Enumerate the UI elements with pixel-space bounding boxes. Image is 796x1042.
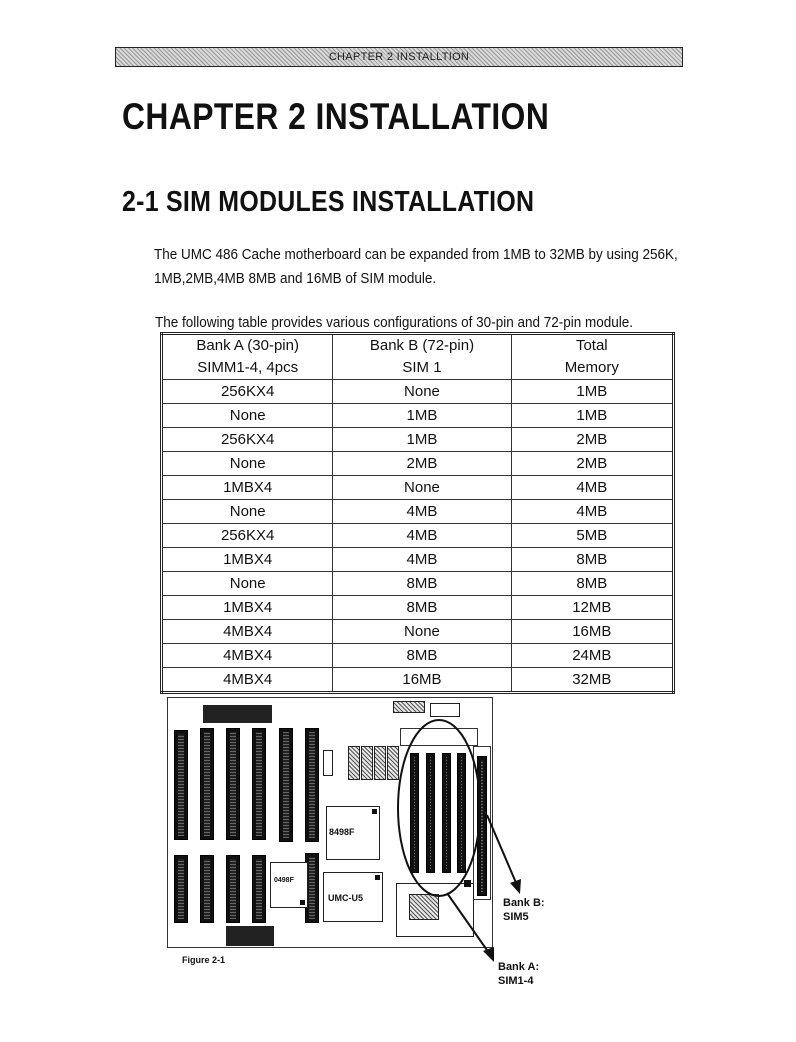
- cell-bank-b: 1MB: [333, 428, 511, 452]
- cell-total: 16MB: [511, 620, 673, 644]
- cell-total: 4MB: [511, 476, 673, 500]
- cell-bank-a: 1MBX4: [162, 476, 333, 500]
- chapter-title: CHAPTER 2 INSTALLATION: [122, 96, 550, 137]
- cell-bank-a: 256KX4: [162, 428, 333, 452]
- cell-total: 2MB: [511, 452, 673, 476]
- bank-a-arrow-line: [447, 893, 489, 953]
- cell-bank-b: None: [333, 380, 511, 404]
- chip-8498f-label: 8498F: [329, 827, 355, 837]
- cell-bank-a: None: [162, 452, 333, 476]
- bank-a-arrowhead: [483, 947, 494, 962]
- cell-bank-b: 4MB: [333, 500, 511, 524]
- cell-bank-b: 16MB: [333, 668, 511, 693]
- cell-total: 12MB: [511, 596, 673, 620]
- cell-bank-b: None: [333, 620, 511, 644]
- intro-paragraph: The UMC 486 Cache motherboard can be expanded from 1MB to 32MB by using 256K, 1MB,2MB,4MB 8MB and 16MB of SIM module.: [154, 246, 678, 287]
- figure-caption: Figure 2-1: [182, 955, 226, 965]
- cell-total: 4MB: [511, 500, 673, 524]
- bank-b-label: Bank B: SIM5: [503, 897, 545, 923]
- cell-total: 2MB: [511, 428, 673, 452]
- cell-bank-a: 1MBX4: [162, 596, 333, 620]
- bank-b-arrowhead: [510, 879, 521, 894]
- cell-bank-a: 256KX4: [162, 524, 333, 548]
- cell-bank-b: 8MB: [333, 596, 511, 620]
- cell-total: 32MB: [511, 668, 673, 693]
- bank-a-highlight-ellipse: [398, 720, 480, 896]
- cell-bank-b: 1MB: [333, 404, 511, 428]
- cell-bank-a: 256KX4: [162, 380, 333, 404]
- header-total-memory: Total Memory: [511, 334, 673, 380]
- section-title: 2-1 SIM MODULES INSTALLATION: [122, 186, 535, 218]
- chip-umc-u5-label: UMC-U5: [328, 893, 363, 903]
- cell-total: 8MB: [511, 548, 673, 572]
- cell-bank-a: 1MBX4: [162, 548, 333, 572]
- bank-a-label: Bank A: SIM1-4: [498, 961, 540, 987]
- cell-bank-a: None: [162, 500, 333, 524]
- cell-bank-a: None: [162, 572, 333, 596]
- cell-total: 1MB: [511, 404, 673, 428]
- cell-total: 24MB: [511, 644, 673, 668]
- cell-bank-a: 4MBX4: [162, 668, 333, 693]
- cell-bank-a: 4MBX4: [162, 620, 333, 644]
- cell-bank-a: None: [162, 404, 333, 428]
- table-intro-text: The following table provides various configurations of 30-pin and 72-pin module.: [155, 314, 634, 331]
- header-bank-a: Bank A (30-pin) SIMM1-4, 4pcs: [162, 334, 333, 380]
- cell-bank-b: 4MB: [333, 524, 511, 548]
- chip-0498f-label: 0498F: [274, 877, 294, 884]
- cell-bank-b: None: [333, 476, 511, 500]
- chapter-header-bar: CHAPTER 2 INSTALLTION: [115, 47, 683, 67]
- cell-bank-b: 8MB: [333, 572, 511, 596]
- cell-total: 8MB: [511, 572, 673, 596]
- cell-total: 5MB: [511, 524, 673, 548]
- cell-bank-b: 8MB: [333, 644, 511, 668]
- header-bank-b: Bank B (72-pin) SIM 1: [333, 334, 511, 380]
- cell-bank-b: 2MB: [333, 452, 511, 476]
- bank-b-arrow-line: [487, 815, 517, 885]
- cell-bank-b: 4MB: [333, 548, 511, 572]
- cell-total: 1MB: [511, 380, 673, 404]
- cell-bank-a: 4MBX4: [162, 644, 333, 668]
